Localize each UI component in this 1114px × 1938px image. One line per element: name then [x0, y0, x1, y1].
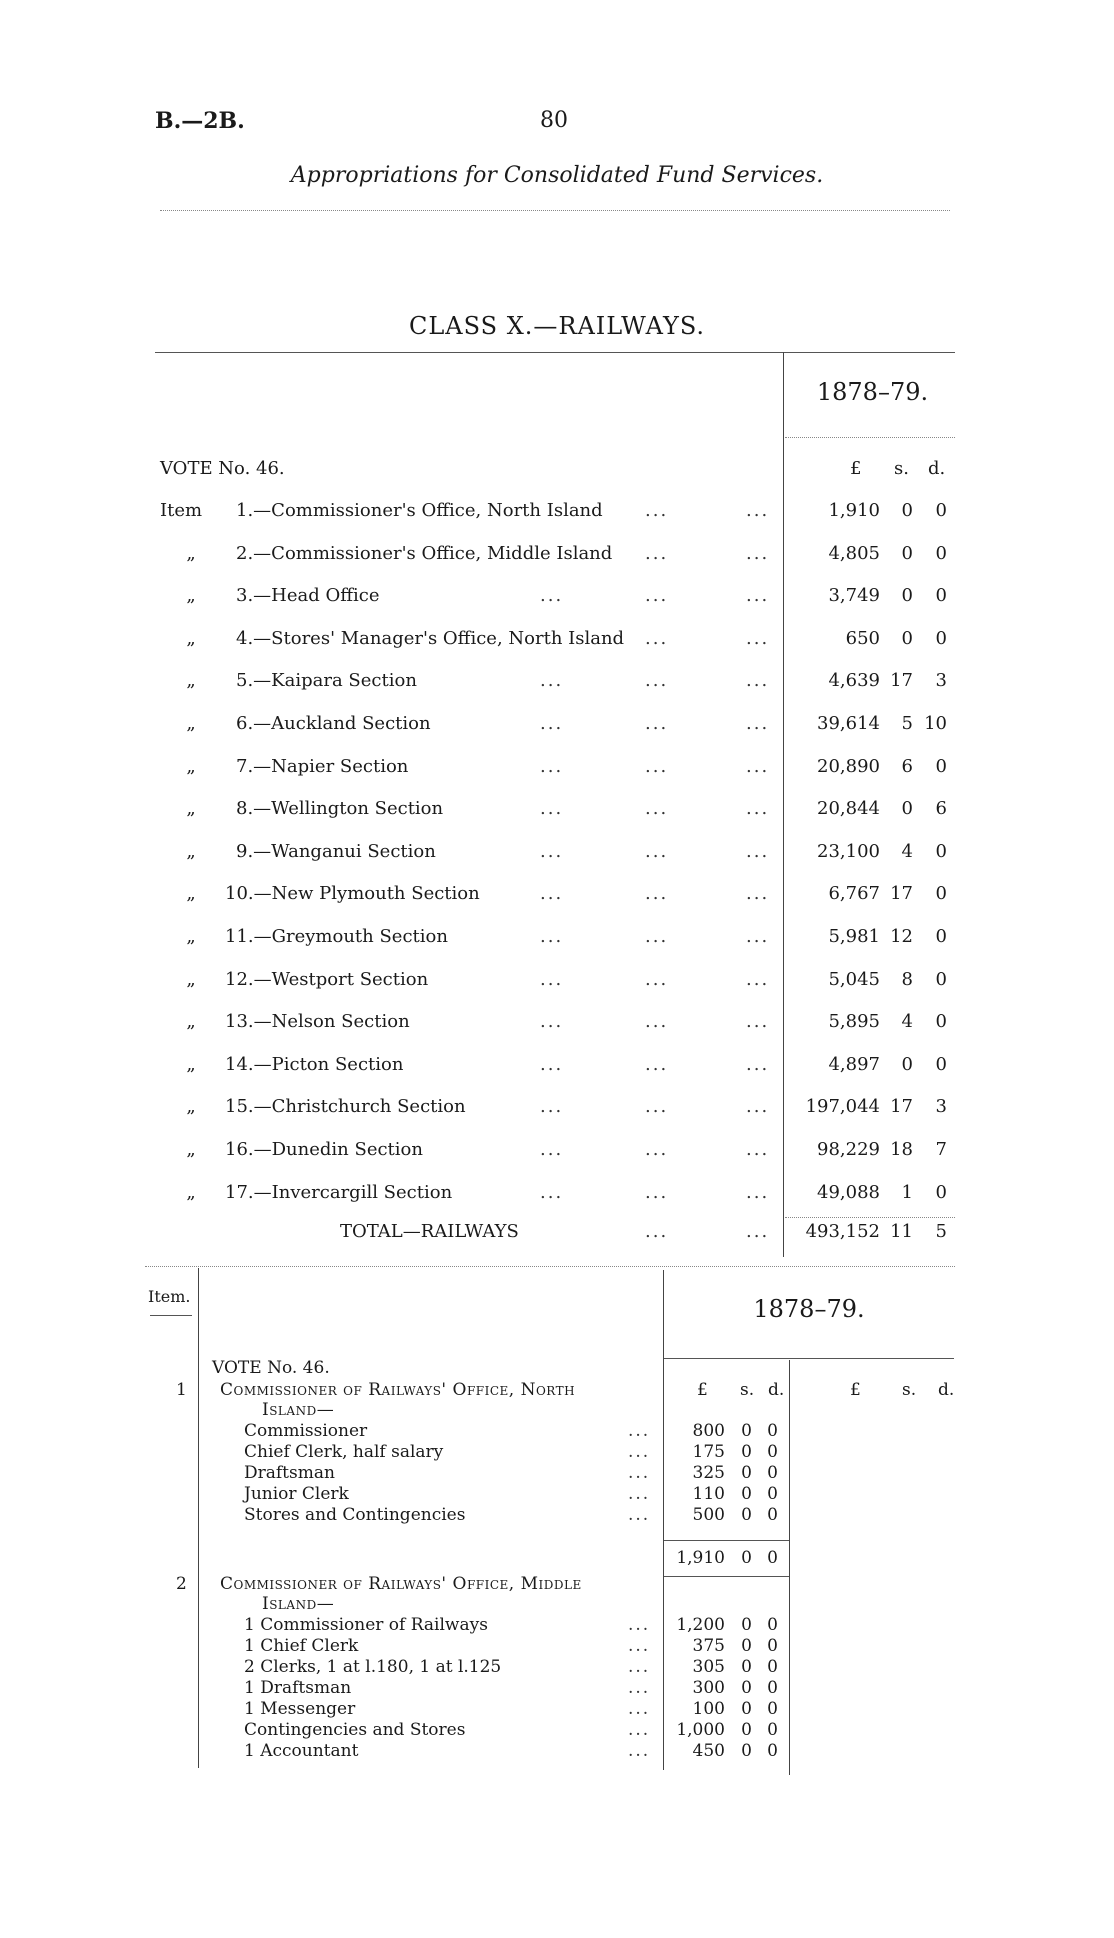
summary-row-pounds: 23,100	[817, 840, 880, 862]
summary-row-shillings: 17	[890, 883, 913, 905]
summary-row-label: 3.—Head Office	[236, 585, 380, 607]
dot-leader: ...	[540, 670, 564, 692]
subtotal-shillings: 0	[741, 1548, 752, 1568]
detail-year-rule	[664, 1358, 954, 1359]
dot-leader: ...	[645, 670, 669, 692]
dot-leader: ...	[746, 1139, 770, 1160]
summary-row-shillings: 4	[901, 840, 913, 862]
dot-leader: ...	[746, 1011, 770, 1033]
summary-row-label: 11.—Greymouth Section	[225, 926, 448, 947]
summary-row-label: 16.—Dunedin Section	[225, 1139, 423, 1160]
dot-leader: ...	[645, 883, 669, 905]
summary-row-pounds: 5,895	[828, 1011, 880, 1033]
dot-leader: ...	[540, 1181, 564, 1203]
dot-leader: ...	[628, 1657, 651, 1677]
detail-item-header: Item.	[148, 1287, 191, 1306]
detail-line-shillings: 0	[741, 1421, 752, 1441]
summary-year-rule	[785, 437, 955, 438]
summary-row-pence: 3	[935, 670, 947, 692]
summary-row-pence: 0	[935, 1011, 947, 1033]
detail-line-pence: 0	[767, 1657, 778, 1677]
summary-row-pounds: 4,805	[828, 542, 880, 564]
summary-row-label: 9.—Wanganui Section	[236, 840, 436, 862]
summary-row-pounds: 197,044	[805, 1096, 880, 1118]
dot-leader: ...	[746, 627, 770, 649]
dot-leader: ...	[628, 1699, 651, 1719]
detail-line-pence: 0	[767, 1421, 778, 1441]
summary-row-label: 15.—Christchurch Section	[225, 1096, 466, 1118]
dot-leader: ...	[645, 1139, 669, 1160]
dot-leader: ...	[628, 1463, 651, 1483]
summary-row-shillings: 1	[901, 1181, 913, 1203]
summary-row-shillings: 0	[901, 542, 913, 564]
detail-line	[0, 1657, 1114, 1679]
ditto-mark: „	[186, 755, 196, 777]
ditto-mark: „	[186, 542, 196, 564]
detail-line	[0, 1442, 1114, 1464]
detail-line	[0, 1505, 1114, 1527]
summary-row-shillings: 8	[901, 968, 913, 990]
dot-leader: ...	[645, 968, 669, 990]
summary-row-pence: 7	[935, 1139, 947, 1160]
detail-line-label: 2 Clerks, 1 at l.180, 1 at l.125	[244, 1657, 502, 1677]
detail-line-pence: 0	[767, 1442, 778, 1462]
summary-row-pence: 0	[935, 968, 947, 990]
summary-row-pence: 0	[935, 627, 947, 649]
summary-total-row	[0, 1221, 1114, 1251]
ditto-mark: „	[186, 627, 196, 649]
dot-leader: ...	[628, 1505, 651, 1525]
summary-row-pounds: 4,639	[828, 670, 880, 692]
detail-line	[0, 1615, 1114, 1637]
detail-line-label: Stores and Contingencies	[244, 1505, 466, 1525]
detail-line-label: 1 Chief Clerk	[244, 1636, 359, 1656]
summary-row-pounds: 1,910	[828, 500, 880, 521]
item-prefix: Item	[160, 500, 203, 521]
summary-row-label: 5.—Kaipara Section	[236, 670, 417, 692]
detail-line-shillings: 0	[741, 1505, 752, 1525]
summary-total-pounds: 493,152	[805, 1221, 880, 1242]
detail-line-pounds: 175	[692, 1442, 725, 1462]
detail-line-label: 1 Commissioner of Railways	[244, 1615, 488, 1635]
ditto-mark: „	[186, 1139, 196, 1160]
summary-row-shillings: 12	[890, 926, 913, 947]
header-rule	[160, 210, 950, 211]
ditto-mark: „	[186, 840, 196, 862]
summary-row-label: 10.—New Plymouth Section	[225, 883, 480, 905]
summary-row-label: 12.—Westport Section	[225, 968, 429, 990]
page-subtitle: Appropriations for Consolidated Fund Services.	[290, 163, 824, 188]
subtotal-pence: 0	[767, 1548, 778, 1568]
dot-leader: ...	[540, 1011, 564, 1033]
summary-row	[0, 500, 1114, 530]
dot-leader: ...	[645, 1053, 669, 1075]
detail-group2-title: Commissioner of Railways' Office, Middle	[220, 1574, 582, 1594]
summary-row-pounds: 6,767	[828, 883, 880, 905]
summary-row-pence: 0	[935, 1053, 947, 1075]
dot-leader: ...	[628, 1636, 651, 1656]
dot-leader: ...	[746, 1221, 770, 1242]
detail-col-pounds: £	[697, 1380, 708, 1400]
summary-col-pounds: £	[850, 458, 862, 479]
dot-leader: ...	[645, 1221, 669, 1242]
dot-leader: ...	[746, 968, 770, 990]
detail-line-shillings: 0	[741, 1636, 752, 1656]
detail-outer-col-shillings: s.	[902, 1380, 917, 1400]
dot-leader: ...	[645, 627, 669, 649]
summary-total-pence: 5	[935, 1221, 947, 1242]
summary-row	[0, 798, 1114, 828]
dot-leader: ...	[645, 1096, 669, 1118]
summary-row-shillings: 0	[901, 798, 913, 820]
dot-leader: ...	[540, 1096, 564, 1118]
detail-group2-title-cont: Island—	[262, 1594, 335, 1614]
dot-leader: ...	[645, 1181, 669, 1203]
dot-leader: ...	[645, 585, 669, 607]
ditto-mark: „	[186, 1181, 196, 1203]
dot-leader: ...	[746, 585, 770, 607]
summary-total-rule	[785, 1217, 955, 1218]
summary-row-pence: 3	[935, 1096, 947, 1118]
dot-leader: ...	[746, 926, 770, 947]
detail-line-shillings: 0	[741, 1699, 752, 1719]
summary-row-label: 2.—Commissioner's Office, Middle Island	[236, 542, 613, 564]
summary-row	[0, 1011, 1114, 1041]
summary-row-label: 14.—Picton Section	[225, 1053, 404, 1075]
detail-col-pence: d.	[768, 1380, 785, 1400]
ditto-mark: „	[186, 713, 196, 734]
ditto-mark: „	[186, 670, 196, 692]
detail-line-pence: 0	[767, 1741, 778, 1761]
detail-line-label: 1 Messenger	[244, 1699, 356, 1719]
summary-row-pence: 0	[935, 883, 947, 905]
summary-row-label: 17.—Invercargill Section	[225, 1181, 453, 1203]
detail-group1-number: 1	[176, 1380, 187, 1400]
summary-row	[0, 1096, 1114, 1126]
detail-line-label: 1 Draftsman	[244, 1678, 352, 1698]
dot-leader: ...	[628, 1720, 651, 1740]
detail-group1-subtotal-bottom-rule	[664, 1576, 789, 1577]
summary-row-pounds: 4,897	[828, 1053, 880, 1075]
dot-leader: ...	[746, 713, 770, 734]
summary-row	[0, 1139, 1114, 1169]
summary-row-label: 1.—Commissioner's Office, North Island	[236, 500, 603, 521]
dot-leader: ...	[645, 926, 669, 947]
summary-row-label: 6.—Auckland Section	[236, 713, 431, 734]
summary-row-pence: 0	[935, 500, 947, 521]
detail-line-shillings: 0	[741, 1741, 752, 1761]
detail-line-label: Draftsman	[244, 1463, 335, 1483]
summary-row-pounds: 5,045	[828, 968, 880, 990]
summary-row-pounds: 20,890	[817, 755, 880, 777]
dot-leader: ...	[645, 1011, 669, 1033]
summary-row-pence: 0	[935, 585, 947, 607]
detail-line	[0, 1636, 1114, 1658]
detail-line-label: Contingencies and Stores	[244, 1720, 466, 1740]
summary-row-pounds: 650	[845, 627, 880, 649]
summary-row-pounds: 98,229	[817, 1139, 880, 1160]
ditto-mark: „	[186, 883, 196, 905]
dot-leader: ...	[645, 542, 669, 564]
dot-leader: ...	[540, 926, 564, 947]
summary-row-pounds: 20,844	[817, 798, 880, 820]
detail-group1-title: Commissioner of Railways' Office, North	[220, 1380, 576, 1400]
document-code: B.—2B.	[155, 108, 245, 134]
detail-line-shillings: 0	[741, 1615, 752, 1635]
dot-leader: ...	[746, 883, 770, 905]
detail-outer-col-pounds: £	[850, 1380, 861, 1400]
summary-row-pounds: 49,088	[817, 1181, 880, 1203]
detail-line-pence: 0	[767, 1699, 778, 1719]
summary-row	[0, 543, 1114, 573]
detail-vote-heading: VOTE No. 46.	[212, 1358, 330, 1378]
summary-row-pounds: 39,614	[817, 713, 880, 734]
summary-row	[0, 713, 1114, 743]
ditto-mark: „	[186, 968, 196, 990]
dot-leader: ...	[628, 1678, 651, 1698]
dot-leader: ...	[746, 670, 770, 692]
detail-group1-subtotal-rule	[664, 1540, 789, 1541]
detail-line-pounds: 1,000	[676, 1720, 725, 1740]
dot-leader: ...	[746, 1096, 770, 1118]
dot-leader: ...	[746, 755, 770, 777]
summary-row-pounds: 5,981	[828, 926, 880, 947]
summary-row	[0, 670, 1114, 700]
summary-row-label: 7.—Napier Section	[236, 755, 409, 777]
subtotal-pounds: 1,910	[676, 1548, 725, 1568]
detail-line-pounds: 800	[692, 1421, 725, 1441]
dot-leader: ...	[645, 500, 669, 521]
detail-line-pence: 0	[767, 1484, 778, 1504]
summary-row	[0, 841, 1114, 871]
summary-row-shillings: 0	[901, 1053, 913, 1075]
dot-leader: ...	[540, 1053, 564, 1075]
dot-leader: ...	[540, 1139, 564, 1160]
detail-line-pounds: 110	[692, 1484, 725, 1504]
summary-total-label: TOTAL—RAILWAYS	[340, 1221, 519, 1242]
dot-leader: ...	[540, 713, 564, 734]
summary-row-pence: 0	[935, 755, 947, 777]
ditto-mark: „	[186, 1096, 196, 1118]
detail-line-label: Commissioner	[244, 1421, 368, 1441]
detail-line	[0, 1463, 1114, 1485]
detail-line-pounds: 100	[692, 1699, 725, 1719]
detail-line-pounds: 450	[692, 1741, 725, 1761]
detail-line	[0, 1421, 1114, 1443]
summary-total-shillings: 11	[890, 1221, 913, 1242]
dot-leader: ...	[540, 883, 564, 905]
dot-leader: ...	[645, 798, 669, 820]
summary-row-shillings: 0	[901, 627, 913, 649]
ditto-mark: „	[186, 1053, 196, 1075]
detail-line-pence: 0	[767, 1463, 778, 1483]
dot-leader: ...	[628, 1615, 651, 1635]
detail-col-shillings: s.	[740, 1380, 755, 1400]
summary-top-rule	[155, 352, 955, 353]
detail-line	[0, 1678, 1114, 1700]
summary-row	[0, 969, 1114, 999]
summary-row-label: 8.—Wellington Section	[236, 798, 444, 820]
summary-row-shillings: 5	[901, 713, 913, 734]
summary-row	[0, 926, 1114, 956]
detail-group2-number: 2	[176, 1574, 187, 1594]
detail-line-label: Chief Clerk, half salary	[244, 1442, 444, 1462]
dot-leader: ...	[628, 1484, 651, 1504]
ditto-mark: „	[186, 798, 196, 820]
detail-line-pence: 0	[767, 1615, 778, 1635]
detail-line-shillings: 0	[741, 1484, 752, 1504]
detail-line-pence: 0	[767, 1720, 778, 1740]
summary-row-shillings: 0	[901, 585, 913, 607]
summary-row-pence: 0	[935, 926, 947, 947]
detail-group1-title-cont: Island—	[262, 1400, 335, 1420]
summary-row-pence: 10	[924, 713, 947, 734]
detail-line-shillings: 0	[741, 1463, 752, 1483]
ditto-mark: „	[186, 585, 196, 607]
page-number: 80	[540, 108, 568, 133]
detail-line-pence: 0	[767, 1505, 778, 1525]
summary-vote-heading: VOTE No. 46.	[160, 458, 285, 479]
detail-line-pence: 0	[767, 1636, 778, 1656]
detail-line-pence: 0	[767, 1678, 778, 1698]
dot-leader: ...	[746, 840, 770, 862]
dot-leader: ...	[746, 798, 770, 820]
detail-line-shillings: 0	[741, 1678, 752, 1698]
class-title: CLASS X.—RAILWAYS.	[408, 312, 706, 340]
dot-leader: ...	[628, 1421, 651, 1441]
detail-top-rule	[145, 1266, 955, 1267]
summary-row-pounds: 3,749	[828, 585, 880, 607]
dot-leader: ...	[746, 542, 770, 564]
dot-leader: ...	[540, 798, 564, 820]
summary-row-shillings: 17	[890, 1096, 913, 1118]
detail-line-shillings: 0	[741, 1442, 752, 1462]
detail-line-shillings: 0	[741, 1720, 752, 1740]
dot-leader: ...	[746, 1181, 770, 1203]
detail-line-shillings: 0	[741, 1657, 752, 1677]
dot-leader: ...	[540, 968, 564, 990]
summary-row-label: 4.—Stores' Manager's Office, North Island	[236, 627, 625, 649]
ditto-mark: „	[186, 926, 196, 947]
detail-line	[0, 1699, 1114, 1721]
dot-leader: ...	[628, 1442, 651, 1462]
summary-row	[0, 883, 1114, 913]
summary-col-shillings: s.	[894, 458, 909, 479]
detail-line-pounds: 325	[692, 1463, 725, 1483]
detail-line-pounds: 500	[692, 1505, 725, 1525]
summary-row-shillings: 4	[901, 1011, 913, 1033]
summary-row-pence: 0	[935, 542, 947, 564]
dot-leader: ...	[540, 585, 564, 607]
summary-row-shillings: 18	[890, 1139, 913, 1160]
dot-leader: ...	[540, 755, 564, 777]
summary-row-pence: 0	[935, 840, 947, 862]
summary-row-pence: 0	[935, 1181, 947, 1203]
dot-leader: ...	[746, 500, 770, 521]
dot-leader: ...	[645, 755, 669, 777]
detail-line-pounds: 375	[692, 1636, 725, 1656]
summary-row-shillings: 0	[901, 500, 913, 521]
detail-group1-subtotal	[0, 1548, 1114, 1570]
detail-line	[0, 1741, 1114, 1763]
detail-item-header-rule	[150, 1315, 192, 1316]
summary-year: 1878–79.	[816, 378, 929, 406]
detail-line	[0, 1720, 1114, 1742]
dot-leader: ...	[645, 840, 669, 862]
detail-year: 1878–79.	[753, 1295, 865, 1323]
detail-line-label: Junior Clerk	[244, 1484, 349, 1504]
dot-leader: ...	[645, 713, 669, 734]
detail-line-pounds: 300	[692, 1678, 725, 1698]
dot-leader: ...	[746, 1053, 770, 1075]
summary-row	[0, 628, 1114, 658]
summary-row	[0, 585, 1114, 615]
ditto-mark: „	[186, 1011, 196, 1033]
summary-row-label: 13.—Nelson Section	[225, 1011, 410, 1033]
summary-row	[0, 1182, 1114, 1212]
summary-row-shillings: 6	[901, 755, 913, 777]
detail-outer-col-pence: d.	[938, 1380, 955, 1400]
summary-col-pence: d.	[928, 458, 946, 479]
dot-leader: ...	[540, 840, 564, 862]
detail-line-label: 1 Accountant	[244, 1741, 359, 1761]
dot-leader: ...	[628, 1741, 651, 1761]
detail-line-pounds: 1,200	[676, 1615, 725, 1635]
detail-line	[0, 1484, 1114, 1506]
summary-row-shillings: 17	[890, 670, 913, 692]
summary-row-pence: 6	[935, 798, 947, 820]
detail-line-pounds: 305	[692, 1657, 725, 1677]
summary-row	[0, 1054, 1114, 1084]
summary-row	[0, 756, 1114, 786]
